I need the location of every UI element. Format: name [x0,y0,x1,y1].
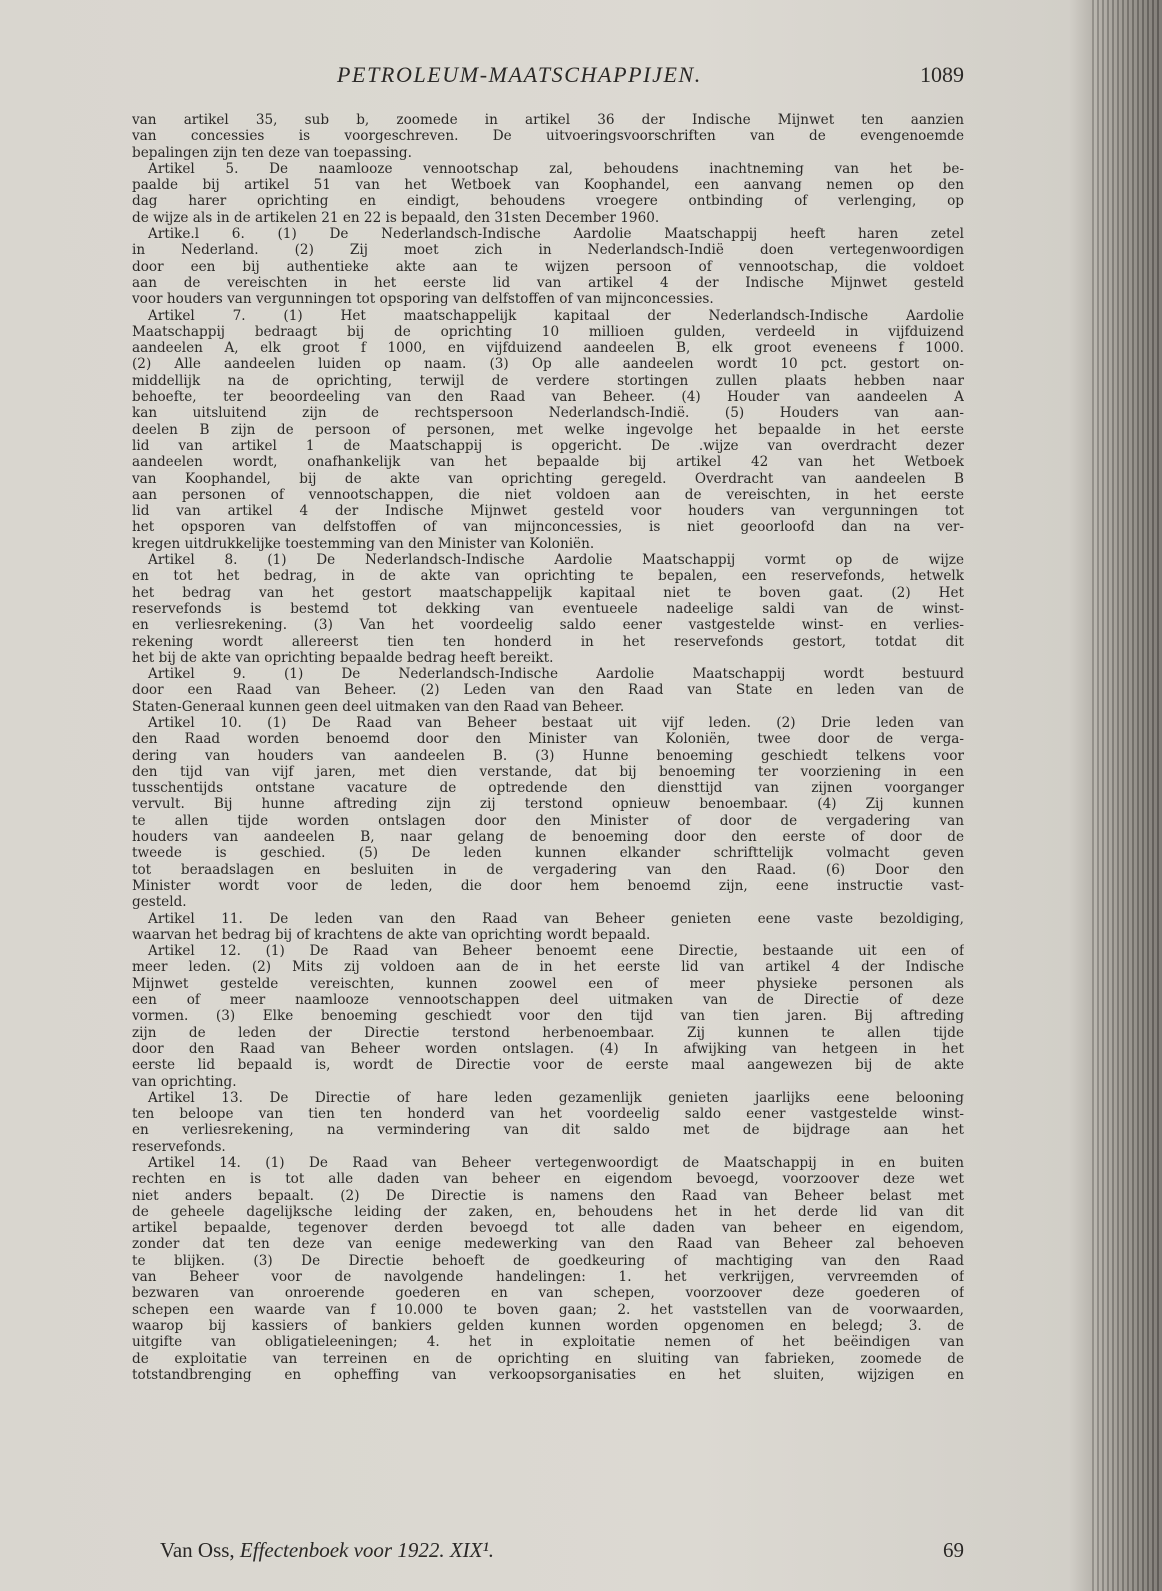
text-line: waarvan het bedrag bij of krachtens de akte van oprichting wordt bepaald. [132,926,651,943]
text-line: Staten-Generaal kunnen geen deel uitmaken van den Raad van Beheer. [132,698,625,715]
text-line: kregen uitdrukkelijke toestemming van den Minister van Koloniën. [132,535,595,552]
text-line: te blijken. (3) De Directie behoeft de goedkeuring of machtiging van den Raad [132,1252,964,1269]
text-line: aandeelen wordt, onafhankelijk van het bepaalde bij artikel 42 van het Wetboek [132,454,964,471]
text-line: en tot het bedrag, in de akte van oprichting te bepalen, een reservefonds, hetwelk [132,568,964,585]
text-line: lid van artikel 1 de Maatschappij is opgericht. De .wijze van overdracht dezer [132,437,964,454]
text-line: en verliesrekening. (3) Van het voordeelig saldo eener vastgestelde winst- en verlies- [132,617,964,634]
running-header [132,60,964,90]
text-line: een of meer naamlooze vennootschappen deel uitmaken van de Directie of deze [132,992,964,1009]
text-line: zonder dat ten deze van eenige medewerking van den Raad van Beheer zal behoeven [132,1236,964,1253]
text-line: Artikel 8. (1) De Nederlandsch-Indische Aardolie Maatschappij vormt op de wijze [148,552,964,569]
text-line: kan uitsluitend zijn de rechtspersoon Nederlandsch-Indië. (5) Houders van aan- [132,405,964,422]
footer-volume: XIX¹. [449,1538,495,1562]
body-text [132,112,964,1383]
text-line: Artike.l 6. (1) De Nederlandsch-Indische Aardolie Maatschappij heeft haren zetel [148,226,964,243]
text-line: de wijze als in de artikelen 21 en 22 is bepaald, den 31sten December 1960. [132,209,660,226]
text-line: Minister wordt voor de leden, die door hem benoemd zijn, eene instructie vast- [132,877,964,894]
text-line: gesteld. [132,894,187,911]
footer-author: Van Oss, [160,1538,235,1562]
text-line: zijn de leden der Directie terstond herbenoembaar. Zij kunnen te allen tijde [132,1024,964,1041]
text-line: Maatschappij bedraagt bij de oprichting 10 millioen gulden, verdeeld in vijfduizend [132,323,964,340]
text-line: ten beloope van tien ten honderd van het voordeelig saldo eener vastgestelde winst- [132,1106,964,1123]
text-line: de exploitatie van terreinen en de oprichting en sluiting van fabrieken, zoomede de [132,1350,964,1367]
text-line: Mijnwet gestelde vereischten, kunnen zoowel een of meer physieke personen als [132,975,964,992]
text-line: Artikel 13. De Directie of hare leden gezamenlijk genieten jaarlijks eene belooning [148,1089,964,1106]
text-line: bepalingen zijn ten deze van toepassing. [132,144,412,161]
text-line: den tijd van vijf jaren, met dien verstande, dat bij benoeming ter voorziening in een [132,763,964,780]
text-line: het opsporen van delfstoffen of van mijnconcessies, is niet geoorloofd dan na ver- [132,519,964,536]
text-line: rechten en is tot alle daden van beheer en eigendom bevoegd, voorzoover deze wet [132,1171,964,1188]
text-line: tusschentijds ontstane vacature de optredende den diensttijd van zijnen voorganger [132,780,964,797]
footer-work: Effectenboek voor 1922. [239,1538,445,1562]
text-line: het bij de akte van oprichting bepaalde bedrag heeft bereikt. [132,649,554,666]
text-line: dag harer oprichting en eindigt, behoudens vroegere ontbinding of verlenging, op [132,193,964,210]
text-line: schepen een waarde van f 10.000 te boven gaan; 2. het vaststellen van de voorwaarden, [132,1301,964,1318]
page-footer [160,1538,964,1566]
text-line: waarop bij kassiers of bankiers gelden kunnen worden opgenomen en belegd; 3. de [132,1317,964,1334]
text-line: Artikel 5. De naamlooze vennootschap zal, behoudens inachtneming van het be- [148,160,964,177]
text-line: rekening wordt allereerst tien ten honderd in het reservefonds gestort, totdat dit [132,633,964,650]
book-spine-edge [1092,0,1162,1591]
text-line: dering van houders van aandeelen B. (3) Hunne benoeming geschiedt telkens voor [132,747,964,764]
text-line: van artikel 35, sub b, zoomede in artikel 36 der Indische Mijnwet ten aanzien [132,112,964,128]
text-line: aan personen of vennootschappen, die niet voldoen aan de vereischten, in het eerste [132,486,964,503]
running-title: PETROLEUM-MAATSCHAPPIJEN. [337,62,702,87]
text-line: vervult. Bij hunne aftreding zijn zij terstond opnieuw benoembaar. (4) Zij kunnen [132,796,964,813]
text-line: door een Raad van Beheer. (2) Leden van den Raad van State en leden van de [132,682,964,699]
text-line: Artikel 14. (1) De Raad van Beheer vertegenwoordigt de Maatschappij in en buiten [148,1155,964,1171]
text-line: voor houders van vergunningen tot opsporing van delfstoffen of van mijnconcessies. [132,291,714,308]
text-line: tweede is geschied. (5) De leden kunnen elkander schrifttelijk volmacht geven [132,845,964,862]
text-line: aandeelen A, elk groot f 1000, en vijfduizend aandeelen B, elk groot eveneens f 1000. [132,340,964,357]
text-line: van Beheer voor de navolgende handelingen: 1. het verkrijgen, vervreemden of [132,1269,964,1286]
footer-signature: 69 [943,1538,964,1562]
text-line: meer leden. (2) Mits zij voldoen aan de in het eerste lid van artikel 4 der Indische [132,959,964,976]
text-line: den Raad worden benoemd door den Minister van Koloniën, twee door de verga- [132,731,964,748]
text-line: niet anders bepaalt. (2) De Directie is namens den Raad van Beheer belast met [132,1187,964,1204]
text-line: door den Raad van Beheer worden ontslagen. (4) In afwijking van hetgeen in het [132,1040,964,1057]
text-line: deelen B zijn de persoon of personen, met welke ingevolge het bepaalde in het eerste [132,421,964,438]
text-line: reservefonds. [132,1138,226,1155]
text-line: Artikel 10. (1) De Raad van Beheer bestaat uit vijf leden. (2) Drie leden van [148,714,964,731]
text-line: paalde bij artikel 51 van het Wetboek van Koophandel, een aanvang nemen op den [132,177,964,194]
text-line: van concessies is voorgeschreven. De uitvoeringsvoorschriften van de evengenoemde [132,128,964,145]
text-line: uitgifte van obligatieleeningen; 4. het in exploitatie nemen of het beëindigen van [132,1334,964,1351]
text-line: reservefonds is bestemd tot dekking van eventueele nadeelige saldi van de winst- [132,600,964,617]
text-line: Artikel 12. (1) De Raad van Beheer benoemt eene Directie, bestaande uit een of [148,943,964,960]
text-line: en verliesrekening, na vermindering van dit saldo met de bijdrage aan het [132,1122,964,1139]
page-number: 1089 [920,62,964,87]
footer-source [160,1538,494,1563]
text-line: middellijk na de oprichting, terwijl de verdere stortingen zullen plaats hebben naar [132,372,964,389]
text-line: Artikel 11. De leden van den Raad van Beheer genieten eene vaste bezoldiging, [148,910,964,927]
text-line: aan de vereischten in het eerste lid van artikel 4 der Indische Mijnwet gesteld [132,274,964,291]
text-line: Artikel 7. (1) Het maatschappelijk kapitaal der Nederlandsch-Indische Aardolie [148,307,964,324]
text-line: eerste lid bepaald is, wordt de Directie voor de eerste maal aangewezen bij de akte [132,1057,964,1074]
text-line: in Nederland. (2) Zij moet zich in Nederlandsch-Indië doen vertegenwoordigen [132,242,964,259]
text-line: het bedrag van het gestort maatschappelijk kapitaal niet te boven gaat. (2) Het [132,584,964,601]
text-line: te allen tijde worden ontslagen door den Minister of door de vergadering van [132,812,964,829]
text-line: lid van artikel 4 der Indische Mijnwet gesteld voor houders van vergunningen tot [132,503,964,520]
text-line: vormen. (3) Elke benoeming geschiedt voor den tijd van tien jaren. Bij aftreding [132,1008,964,1025]
text-line: door een bij authentieke akte aan te wijzen persoon of vennootschap, die voldoet [132,258,964,275]
text-line: houders van aandeelen B, naar gelang de benoeming door den eerste of door de [132,829,964,846]
text-line: artikel bepaalde, tegenover derden bevoegd tot alle daden van beheer en eigendom, [132,1220,964,1237]
text-line: behoefte, ter beoordeeling van den Raad van Beheer. (4) Houder van aandeelen A [132,389,964,406]
text-line: bezwaren van onroerende goederen en van schepen, voorzoover deze goederen of [132,1285,964,1302]
text-line: van Koophandel, bij de akte van oprichting geregeld. Overdracht van aandeelen B [132,470,964,487]
text-line: van oprichting. [132,1073,237,1090]
text-line: Artikel 9. (1) De Nederlandsch-Indische Aardolie Maatschappij wordt bestuurd [148,666,964,683]
text-line: tot beraadslagen en besluiten in de vergadering van den Raad. (6) Door den [132,861,964,878]
text-line: (2) Alle aandeelen luiden op naam. (3) Op alle aandeelen wordt 10 pct. gestort on- [132,356,964,373]
text-line: totstandbrenging en opheffing van verkoopsorganisaties en het sluiten, wijzigen en [132,1366,964,1383]
text-line: de geheele dagelijksche leiding der zaken, en, behoudens het in het derde lid van dit [132,1203,964,1220]
